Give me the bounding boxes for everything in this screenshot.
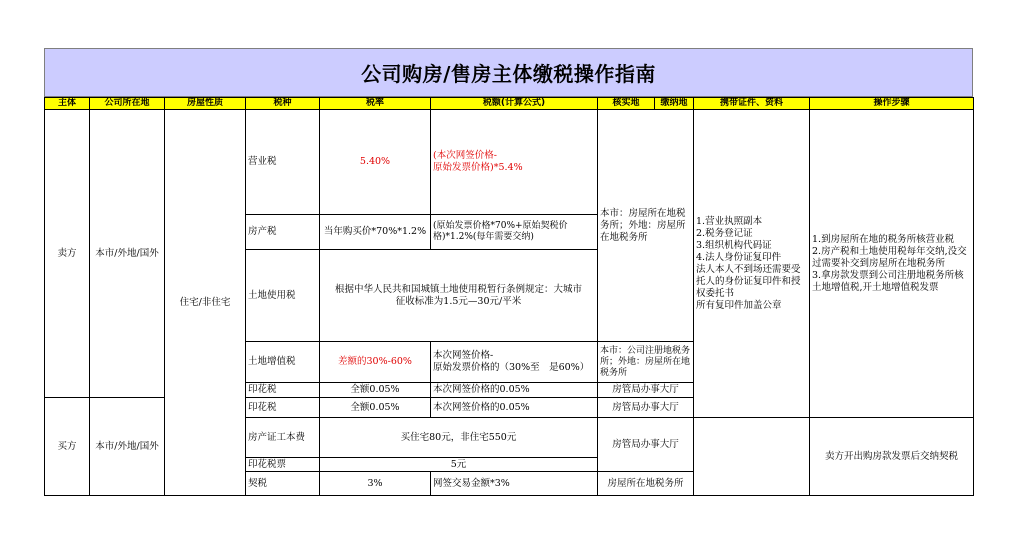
- seller-stamp-tax-rate: 全额0.05%: [320, 383, 431, 398]
- deed-tax-place: 房屋所在地税务所: [598, 472, 694, 496]
- deed-tax-name: 契税: [246, 472, 320, 496]
- cert-fee-name: 房产证工本费: [246, 418, 320, 458]
- property-tax-rate: 当年购买价*70%*1.2%: [320, 215, 431, 250]
- header-location: 公司所在地: [90, 98, 165, 110]
- property-type: 住宅/非住宅: [165, 110, 246, 496]
- tax-guide-sheet: [44, 48, 993, 496]
- property-tax-amount: (原始发票价格*70%+原始契税价格)*1.2%(每年需要交纳): [431, 215, 598, 250]
- seller-steps: 1.到房屋所在地的税务所核营业税 2.房产税和土地使用税每年交纳,没交过需要补交到房屋所在地税务所 3.拿房款发票到公司注册地税务所核土地增值税,开土地增值税发票: [810, 110, 974, 418]
- header-subject: 主体: [45, 98, 90, 110]
- property-tax-name: 房产税: [246, 215, 320, 250]
- buyer-stamp-tax-rate: 全额0.05%: [320, 398, 431, 418]
- seller-place-2: 本市：公司注册地税务所；外地：房屋所在地税务所: [598, 342, 694, 383]
- header-property-type: 房屋性质: [165, 98, 246, 110]
- buyer-subject: 买方: [45, 398, 90, 496]
- seller-place-1: 本市：房屋所在地税务所；外地：房屋所在地税务所: [598, 110, 694, 342]
- seller-location: 本市/外地/国外: [90, 110, 165, 398]
- deed-tax-rate: 3%: [320, 472, 431, 496]
- seller-documents: 1.营业执照副本 2.税务登记证 3.组织机构代码证 4.法人身份证复印件 法人本人不到场还需要受托人的身份证复印件和授权委托书 所有复印件加盖公章: [694, 110, 810, 418]
- header-tax-type: 税种: [246, 98, 320, 110]
- seller-subject: 卖方: [45, 110, 90, 398]
- buyer-stamp-tax-amount: 本次网签价格的0.05%: [431, 398, 598, 418]
- stamp-ticket-name: 印花税票: [246, 458, 320, 472]
- page-title: 公司购房/售房主体缴税操作指南: [44, 48, 973, 97]
- header-steps: 操作步骤: [810, 98, 974, 110]
- land-use-tax-name: 土地使用税: [246, 250, 320, 342]
- header-pay-place: 缴纳地: [655, 98, 694, 110]
- buyer-stamp-tax-place: 房管局办事大厅: [598, 398, 694, 418]
- buyer-documents: [694, 418, 810, 496]
- stamp-ticket-rule: 5元: [320, 458, 598, 472]
- cert-fee-rule: 买住宅80元，非住宅550元: [320, 418, 598, 458]
- land-vat-name: 土地增值税: [246, 342, 320, 383]
- land-vat-amount: 本次网签价格- 原始发票价格的（30%至 是60%）: [431, 342, 598, 383]
- header-row: [45, 98, 974, 110]
- seller-stamp-tax-amount: 本次网签价格的0.05%: [431, 383, 598, 398]
- buyer-steps: 卖方开出购房款发票后交纳契税: [810, 418, 974, 496]
- buyer-location: 本市/外地/国外: [90, 398, 165, 496]
- header-rate: 税率: [320, 98, 431, 110]
- cert-fee-place: 房管局办事大厅: [598, 418, 694, 472]
- seller-stamp-tax-place: 房管局办事大厅: [598, 383, 694, 398]
- header-verify-place: 核实地: [598, 98, 655, 110]
- business-tax-amount: (本次网签价格- 原始发票价格)*5.4%: [431, 110, 598, 215]
- deed-tax-amount: 网签交易金额*3%: [431, 472, 598, 496]
- header-amount: 税额(计算公式): [431, 98, 598, 110]
- buyer-stamp-tax-name: 印花税: [246, 398, 320, 418]
- land-use-tax-rule: 根据中华人民共和国城镇土地使用税暂行条例规定：大城市征收标准为1.5元—30元/平米: [320, 250, 598, 342]
- table-row: [45, 110, 974, 215]
- land-vat-rate: 差额的30%-60%: [320, 342, 431, 383]
- tax-table: [44, 97, 993, 496]
- seller-stamp-tax-name: 印花税: [246, 383, 320, 398]
- header-documents: 携带证件、资料: [694, 98, 810, 110]
- business-tax-rate: 5.40%: [320, 110, 431, 215]
- business-tax-name: 营业税: [246, 110, 320, 215]
